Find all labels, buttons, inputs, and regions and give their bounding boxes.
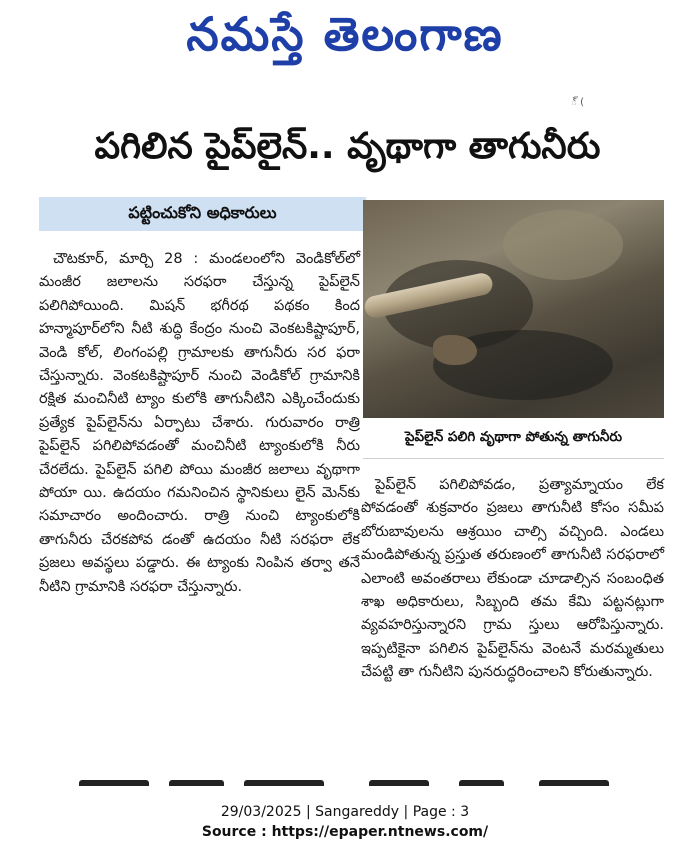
article-subheadline: పట్టించుకోని అధికారులు [39,197,366,231]
masthead [0,0,690,80]
photo-rock [433,335,477,365]
cut-glyph [244,780,324,786]
cut-glyph [369,780,429,786]
cut-glyph [79,780,149,786]
edition-info: 29/03/2025 | Sangareddy | Page : 3 [220,804,470,820]
article-paragraph: పైప్‌లైన్ పగిలిపోవడం, ప్రత్యామ్నాయం లేక పోవడంతో శుక్రవారం ప్రజలు తాగునీటి కోసం సమీప బోరుబావులను ఆశ్రయిం చాల్సి వచ్చింది. ఎండలు మండిపోతున్న ప్రస్తుత తరుణంలో తాగునీటి సరఫరాలో ఎలాంటి అవంతరాలు లేకుండా చూడాల్సిన సంబంధిత శాఖ అధికారులు, సిబ్బంది తమ కేమి పట్టనట్లుగా వ్యవహరిస్తున్నారని గ్రామ స్తులు ఆరోపిస్తున్నారు. ఇప్పటికైనా పగిలిన పైప్‌లైన్‌ను వెంటనే మరమ్మతులు చేపట్టి తా గునీటిని పునరుద్ధరించాలని కోరుతున్నారు. [361,477,664,681]
photo-caption: పైప్‌లైన్ పలిగి వృథాగా పోతున్న తాగునీరు [404,428,623,445]
clipped-next-headline [39,774,664,786]
caption-divider [363,458,664,459]
article-headline: పగిలిన పైప్‌లైన్.. వృథాగా తాగునీరు [94,126,601,167]
photo-soil-highlight [503,210,623,280]
article-paragraph: చౌటకూర్, మార్చి 28 : మండలంలోని వెండికోల్‌లో మంజీర జలాలను సరఫరా చేస్తున్న పైప్‌లైన్ పలిగిపోయింది. మిషన్ భగీరథ పథకం కింద హన్మాపూర్‌లోని నీటి శుద్ధి కేంద్రం నుంచి వెంకటకిష్టాపూర్, వెండి కోల్, లింగంపల్లి గ్రామాలకు తాగునీరు సర ఫరా చేస్తున్నారు. వెంకటకిష్టాపూర్ నుంచి వెండికోల్ గ్రామానికి రక్షిత మంచినీటి ట్యాం కులోకి తాగునీటిని ఎక్కించేందుకు ప్రత్యేక పైప్‌లైన్‌ను ఏర్పాటు చేశారు. గురువారం రాత్రి పైప్‌లైన్ పగిలిపోవడంతో మంచినీటి ట్యాంకులోకి నీరు చేరలేదు. పైప్‌లైన్ పగిలి పోయి మంజీర జలాలు వృథాగా పోయా యి. ఉదయం గమనించిన స్థానికులు లైన్ మెన్‌కు సమాచారం అందించారు. రాత్రి నుంచి ట్యాంకులోకి తాగునీరు చేరకపోవ డంతో ఉదయం నీటి సరఫరా లేక ప్రజలు అవస్థలు పడ్డారు. ఈ ట్యాంకు నింపిన తర్వా తనే నీటిని గ్రామానికి సరఫరా చేస్తున్నారు. [39,251,360,595]
article-column-left [39,248,360,599]
page-footer [0,802,690,842]
article-photo [363,200,664,418]
clipping-edge-fragment: ్ ( [571,97,584,108]
source-link[interactable]: Source : https://epaper.ntnews.com/ [201,824,489,840]
cut-glyph [169,780,224,786]
cut-glyph [459,780,504,786]
cut-glyph [539,780,609,786]
article-column-right [361,474,664,685]
newspaper-logo: నమస్తే తెలంగాణ [186,7,504,61]
news-clipping [23,96,672,786]
